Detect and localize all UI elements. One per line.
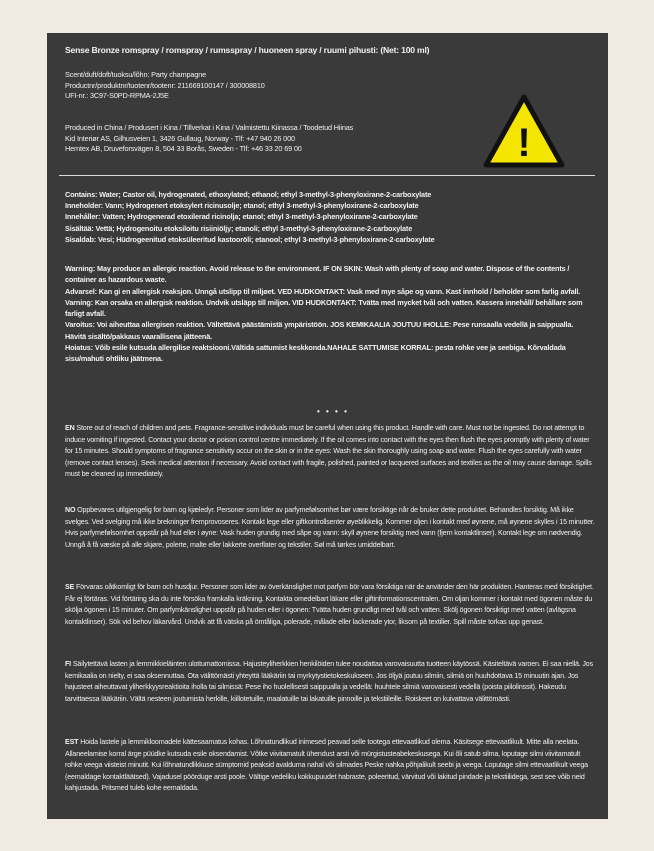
safety-text: Store out of reach of children and pets. Fragrance-sensitive individuals must be careful when using this product. Handle with care. Must not be ingested. Do not attempt to induce vomiting if ingested. Contact your doctor or poison control centre immediately. If the oil comes into contact with the eyes then flush the eyes promptly with plenty of water for 15 minutes. Should symptoms of fragrance sensitivity occur on the skin or in the eyes: Wash the skin thoroughly using soap and water. Flush the eyes carefully with water (remove contact lenses). Seek medical attention if necessary. Avoid contact with fragile, polished, painted or lacquered surfaces and textiles as the oil may cause damage. Spills must be cleaned up immediately. [65, 424, 592, 478]
language-code: SE [65, 583, 75, 591]
warning-no: Advarsel: Kan gi en allergisk reaksjon. Unngå utslipp til miljøet. VED HUDKONTAKT: Vask med mye såpe og vann. Kast innhold / beholder som farlig avfall. [65, 286, 581, 296]
language-code: EST [65, 738, 79, 746]
safety-section-no [65, 505, 596, 551]
safety-section-est [65, 737, 596, 795]
exclamation-mark: ! [517, 121, 531, 165]
ufi-line: UFI-nr.: 3C97-S0PD-RPMA-2J5E [65, 91, 169, 101]
language-code: NO [65, 506, 76, 514]
warning-en: Warning: May produce an allergic reaction. Avoid release to the environment. IF ON SKIN: Wash with plenty of soap and water. Dispose of the contents / container as hazardous waste. [65, 264, 570, 285]
product-meta [65, 70, 265, 102]
safety-section-se [65, 582, 596, 628]
safety-text: Förvaras oåtkomligt för barn och husdjur. Personer som lider av överkänslighet mot parfym bör vara försiktiga när de använder den här produkten. Hanteras med försiktighet. Får ej förtäras. Vid förtäring ska du inte försöka framkalla kräkning. Kontakta omedelbart läkare eller giftinformationscentralen. Om oljan kommer i kontakt med ögonen måste du skölja ögonen i 15 minuter. Om parfymkänslighet uppstår på huden eller i ögonen: Tvätta huden grundligt med tvål och vatten. Skölj ögonen försiktigt med vatten (avlägsna kontaktlinser). Sök vid behov läkarvård. Undvik att få vätska på ömtåliga, polerade, målade eller lackerade ytor, liksom på textilier. Spill måste torkas upp genast. [65, 583, 594, 626]
norway-address-line: Kid Interiør AS, Gilhusveien 1, 3426 Gullaug, Norway - Tlf: +47 940 26 000 [65, 133, 295, 143]
safety-text: Hoida lastele ja lemmikloomadele kättesaamatus kohas. Lõhnatundlikud inimesed peavad selle tootega ettevaatlikud olema. Käsitsege ettevaatlikult. Mitte alla neelata. Allaneelamise korral ärge püüdke kutsuda esile oksendamist. Võtke viivitamatult ühendust arsti või mürgistusteabekeskusega. Kui õli satub silma, loputage silmi viivitamatult rohke veega viisteist minutit. Kui lõhnatundlikkuse sümptomid peaksid avalduma nahal või silmades Peske nahka põhjalikult seebi ja veega. Loputage silmi ettevaatlikult veega (eemaldage kontaktläätsed). Vajadusel pöörduge arsti poole. Vältige vedeliku kokkupuudet habraste, poleeritud, värvitud või lakitud pindade ja tekstiilidega, sest see võib neid kahjustada. Pritsmed tuleb kohe eemaldada. [65, 738, 588, 792]
ingredients-fi: Sisältää: Vettä; Hydrogenoitu etoksiloitu risiiniöljy; etanoli; ethyl 3-methyl-3-phenyloxirane-2-carboxylate [65, 223, 413, 233]
safety-section-fi [65, 659, 596, 705]
product-title: Sense Bronze romspray / romspray / rumsspray / huoneen spray / ruumi pihusti: (Net: 100 ml) [65, 45, 430, 55]
safety-text: Oppbevares utilgjengelig for barn og kjæledyr. Personer som lider av parfymefølsomhet bør være forsiktige når de bruker dette produktet. Behandles forsiktig. Må ikke svelges. Ved svelging må ikke brekninger fremprovoseres. Kontakt lege eller giftkontrollsenter øyeblikkelig. Kommer oljen i kontakt med øynene, må øynene skylles i 15 minutter. Hvis parfymefølsomhet oppstår på hud eller i øyne: Vask huden grundig med såpe og vann: skyll øynene forsiktig med vann (fjern kontaktlinser). Kontakt lege om nødvendig. Unngå å få væske på alle skjøre, polerte, malte eller lakkerte overflater og tekstiler. Søl må tørkes umiddelbart. [65, 506, 595, 549]
warning-est: Hoiatus: Võib esile kutsuda allergilise reaktsiooni.Vältida sattumist keskkonda.NAHALE SATTUMISE KORRAL: pesta rohke vee ja seebiga. Kõrvaldada sisu/mahuti ohtliku jäätmena. [65, 343, 566, 364]
sweden-address-line: Hemtex AB, Druveforsvägen 8, 504 33 Borås, Sweden - Tlf: +46 33 20 69 00 [65, 144, 302, 154]
language-code: FI [65, 660, 72, 668]
dot-divider: • • • • [317, 407, 349, 416]
hazard-warning-icon [483, 94, 565, 168]
language-code: EN [65, 424, 75, 432]
ingredients-est: Sisaldab: Vesi; Hüdrogeenitud etoksüleeritud kastooröli; etanool; ethyl 3-methyl-3-phenyloxirane-2-carboxylate [65, 234, 435, 244]
scent-line: Scent/duft/doft/tuoksu/lõhn: Party champagne [65, 70, 207, 79]
ingredients-no: Inneholder: Vann; Hydrogenert etoksylert ricinusolje; etanol; ethyl 3-methyl-3-phenyloxirane-2-carboxylate [65, 201, 419, 211]
warning-se: Varning: Kan orsaka en allergisk reaktion. Undvik utsläpp till miljon. VID HUDKONTAKT: Tvätta med mycket tvål och vatten. Kassera innehåll/ behållare som farligt avfall. [65, 297, 583, 319]
safety-text: Säilytettävä lasten ja lemmikkieläinten ulottumattomissa. Hajusteyliherkkien henkilöiden tulee noudattaa varovaisuutta tuotteen käytössä. Käsiteltävä varoen. Ei saa niellä. Jos kemikaalia on nielty, ei saa oksennuttaa. Ota välittömästi yhteyttä lääkäriin tai myrkytystietokeskukseen. Jos öljyä joutuu silmiin, silmiä on huuhdottava 15 minuutin ajan. Jos hajusteet aiheuttavat yliherkkyysreaktioita iholla tai silmissä: Pese iho huolellisesti saippualla ja vedellä: huuhtele silmiä varovaisesti vedellä (poista piilolinssit). Hakeudu tarvittaessa lääkäriin. Vältä nesteen joutumista herkille, kiillotetuille, maalatuille tai lakatuille pinnoille ja tekstiileille. Roiskeet on kuivattava välittömästi. [65, 660, 593, 703]
ingredients-block [65, 189, 435, 245]
origin-info [65, 123, 353, 155]
safety-section-en [65, 423, 596, 481]
hazard-warnings-block [65, 263, 595, 365]
product-number-line: Productnr/produktnr/tuotenr/tootenr: 211669100147 / 300008810 [65, 80, 265, 90]
ingredients-en: Contains: Water; Castor oil, hydrogenated, ethoxylated; ethanol; ethyl 3-methyl-3-phenyloxirane-2-carboxylate [65, 190, 432, 199]
origin-line: Produced in China / Produsert i Kina / Tillverkat i Kina / Valmistettu Kiinassa / Toodetud Hiinas [65, 123, 354, 132]
section-divider [59, 175, 595, 176]
warning-fi: Varoitus: Voi aiheuttaa allergisen reaktion. Vältettävä päästämistä ympäristöön. JOS KEMIKAALIA JOUTUU IHOLLE: Pese runsaalla vedellä ja saippualla. Hävitä sisältö/pakkaus vaarallisena jätteenä. [65, 320, 574, 341]
ingredients-se: Innehåller: Vatten; Hydrogenerad etoxilerad ricinolja; etanol; ethyl 3-methyl-3-phenyloxirane-2-carboxylate [65, 212, 418, 222]
product-label [47, 33, 608, 819]
